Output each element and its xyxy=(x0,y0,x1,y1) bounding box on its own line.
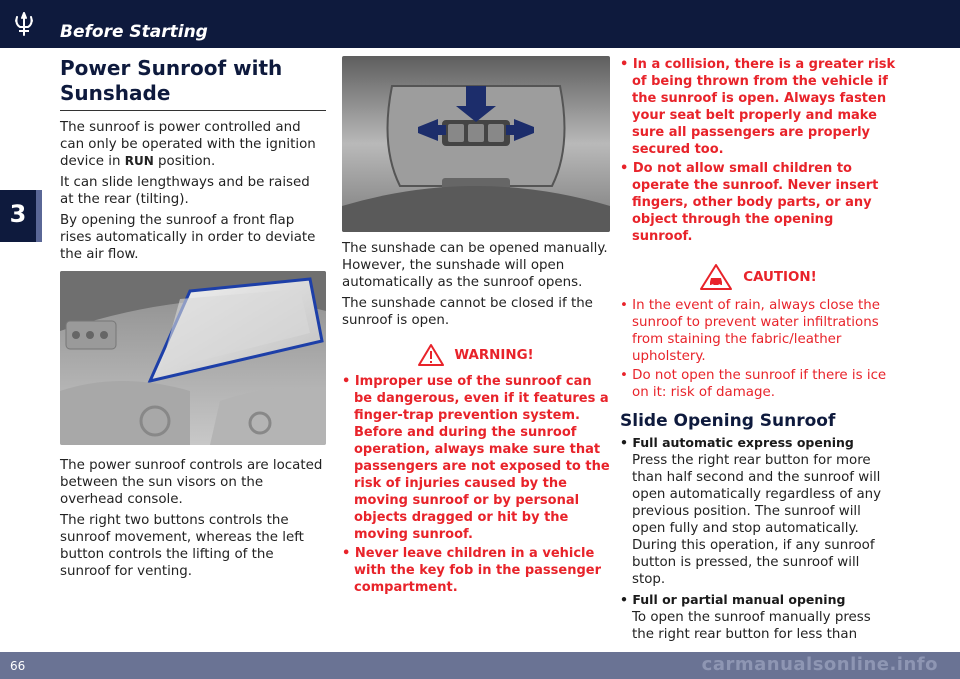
paragraph-buttons: The right two buttons controls the sunroof movement, whereas the left button controls the lifting of the sunroof for venting. xyxy=(60,513,304,579)
warning-list-continued xyxy=(620,56,896,245)
warning-item: • Improper use of the sunroof can be dangerous, even if it features a finger-trap prevention system. Before and during the sunroof operation, always make sure that passengers are not exposed to the risk of injuries caused by the moving sunroof or by personal objects dragged or hit by the moving sunroof. xyxy=(342,374,610,542)
warning-triangle-icon xyxy=(418,343,444,367)
paragraph-ignition: The sunroof is power controlled and can only be operated with the ignition device in RUN position. xyxy=(60,120,316,169)
overhead-console-illustration xyxy=(342,56,610,232)
paragraph-sunshade-close: The sunshade cannot be closed if the sunroof is open. xyxy=(342,296,593,328)
warning-item: • Never leave children in a vehicle with the key fob in the passenger compartment. xyxy=(342,546,602,595)
warning-header xyxy=(342,343,610,367)
run-keyword: RUN xyxy=(124,154,154,168)
footer-bar xyxy=(0,652,960,679)
caution-list xyxy=(620,297,896,401)
warning-list xyxy=(342,373,610,596)
caution-item: • Do not open the sunroof if there is ice on it: risk of damage. xyxy=(620,368,887,400)
bullet-heading-express: • Full automatic express opening xyxy=(620,435,854,450)
warning-item: • Do not allow small children to operate the sunroof. Never insert fingers, other body parts, or any object through the opening sunroof. xyxy=(620,161,879,244)
warning-label: WARNING! xyxy=(454,347,534,363)
bullet-heading-manual: • Full or partial manual opening xyxy=(620,592,846,607)
section-title: Power Sunroof with Sunshade xyxy=(60,56,326,111)
paragraph-controls-location: The power sunroof controls are located between the sun visors on the overhead console. xyxy=(60,458,323,507)
top-header-bar xyxy=(0,0,960,48)
sub-section-title: Slide Opening Sunroof xyxy=(620,411,836,431)
bullet-text-express: Press the right rear button for more than half second and the sunroof will open automatically regardless of any previous position. The sunroof will open fully and stop automatically. During this operation, if any sunroof button is pressed, the sunroof will stop. xyxy=(632,453,882,587)
chapter-tab xyxy=(0,190,42,242)
caution-car-icon xyxy=(699,263,733,291)
caution-item: • In the event of rain, always close the sunroof to prevent water infiltrations from staining the fabric/leather upholstery. xyxy=(620,298,881,364)
sunroof-interior-illustration xyxy=(60,271,326,445)
page-number: 66 xyxy=(10,659,26,673)
warning-item: • In a collision, there is a greater risk of being thrown from the vehicle if the sunroof is open. Always fasten your seat belt properly and make sure all passengers are properly secured too. xyxy=(620,57,896,157)
maserati-trident-icon xyxy=(10,10,38,38)
paragraph-sunshade-open: The sunshade can be opened manually. However, the sunshade will open automatically as the sunroof opens. xyxy=(342,241,608,290)
paragraph-tilting: It can slide lengthways and be raised at the rear (tilting). xyxy=(60,175,310,207)
column-middle xyxy=(342,56,610,598)
column-right xyxy=(620,56,896,647)
caution-label: CAUTION! xyxy=(743,269,817,285)
watermark: carmanualsonline.info xyxy=(701,654,938,675)
bullet-text-manual: To open the sunroof manually press the right rear button for less than xyxy=(632,610,871,642)
header-title: Before Starting xyxy=(60,22,208,42)
caution-header xyxy=(620,263,896,291)
paragraph-flap: By opening the sunroof a front flap rises automatically in order to deviate the air flow. xyxy=(60,213,316,262)
chapter-number: 3 xyxy=(9,200,27,228)
column-left xyxy=(60,56,326,584)
